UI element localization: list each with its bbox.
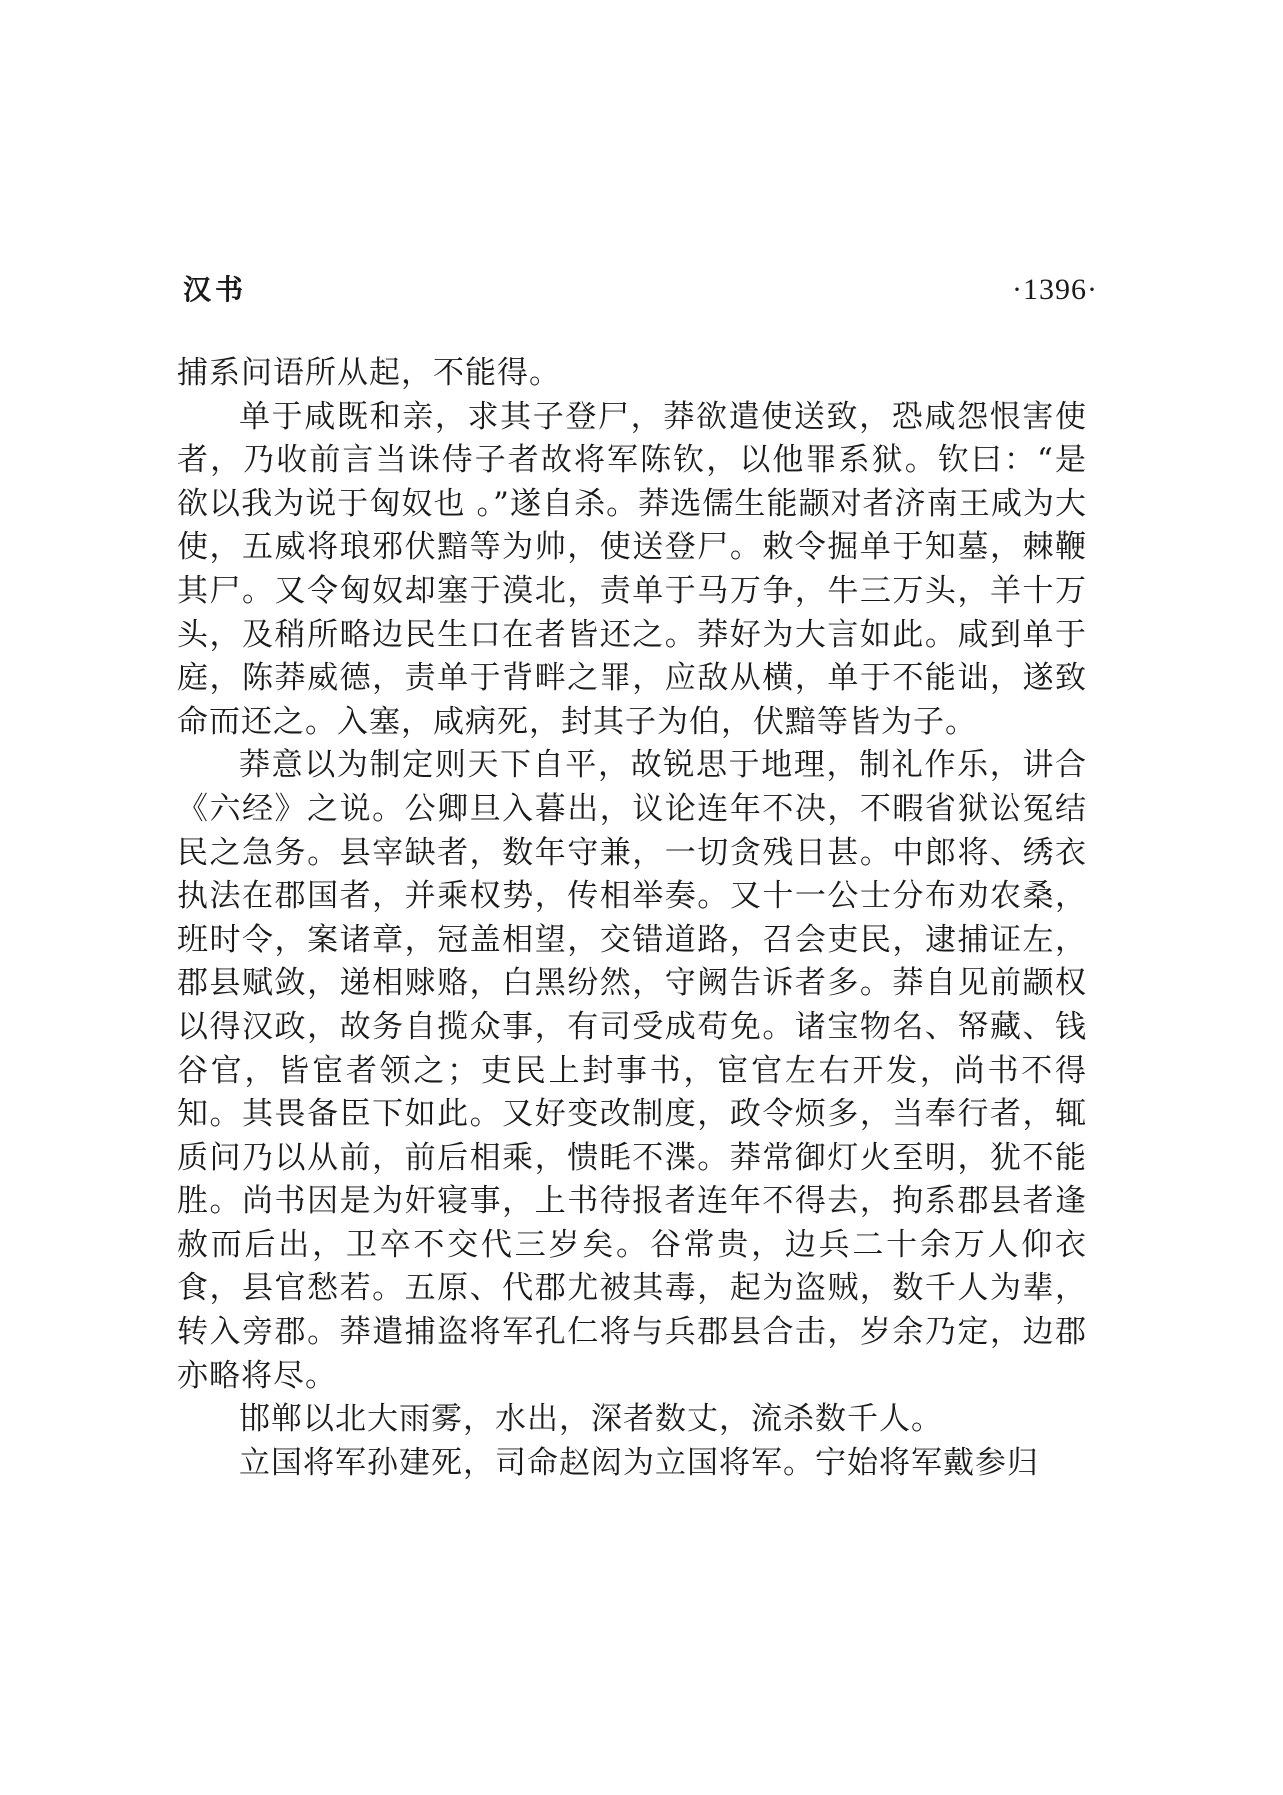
book-title: 汉书 <box>183 273 248 306</box>
page-number: ·1396· <box>1012 273 1098 306</box>
paragraph: 莽意以为制定则天下自平，故锐思于地理，制礼作乐，讲合《六经》之说。公卿旦入暮出，议论连年不决，不暇省狱讼冤结民之急务。县宰缺者，数年守兼，一切贪残日甚。中郎将、绣衣执法在郡国者，并乘权势，传相举奏。又十一公士分布劝农桑，班时令，案诸章，冠盖相望，交错道路，召会吏民，逮捕证左，郡县赋敛，递相赇赂，白黑纷然，守阙告诉者多。莽自见前颛权以得汉政，故务自揽众事，有司受成苟免。诸宝物名、帑藏、钱谷官，皆宦者领之；吏民上封事书，宦官左右开发，尚书不得知。其畏备臣下如此。又好变改制度，政令烦多，当奉行者，辄质问乃以从前，前后相乘，愦眊不渫。莽常御灯火至明，犹不能胜。尚书因是为奸寝事，上书待报者连年不得去，拘系郡县者逢赦而后出，卫卒不交代三岁矣。谷常贵，边兵二十余万人仰衣食，县官愁若。五原、代郡尤被其毒，起为盗贼，数千人为辈，转入旁郡。莽遣捕盗将军孔仁将与兵郡县合击，岁余乃定，边郡亦略将尽。 <box>177 747 1087 1394</box>
paragraph: 立国将军孙建死，司命赵闳为立国将军。宁始将军戴参归 <box>239 1444 1039 1481</box>
body-text <box>177 352 1087 1485</box>
paragraph: 单于咸既和亲，求其子登尸，莽欲遣使送致，恐咸怨恨害使者，乃收前言当诛侍子者故将军陈钦，以他罪系狱。钦曰：“是欲以我为说于匈奴也 。”遂自杀。莽选儒生能颛对者济南王咸为大使，五威将琅邪伏黯等为帅，使送登尸。敕令掘单于知墓，棘鞭其尸。又令匈奴却塞于漠北，责单于马万争，牛三万头，羊十万头，及稍所略边民生口在者皆还之。莽好为大言如此。咸到单于庭，陈莽威德，责单于背畔之罪，应敌从横，单于不能诎，遂致命而还之。入塞，咸病死，封其子为伯，伏黯等皆为子。 <box>177 398 1087 740</box>
paragraph: 邯郸以北大雨雾，水出，深者数丈，流杀数千人。 <box>239 1401 943 1438</box>
paragraph-continuation: 捕系问语所从起，不能得。 <box>177 355 561 391</box>
page-header <box>183 268 1098 318</box>
